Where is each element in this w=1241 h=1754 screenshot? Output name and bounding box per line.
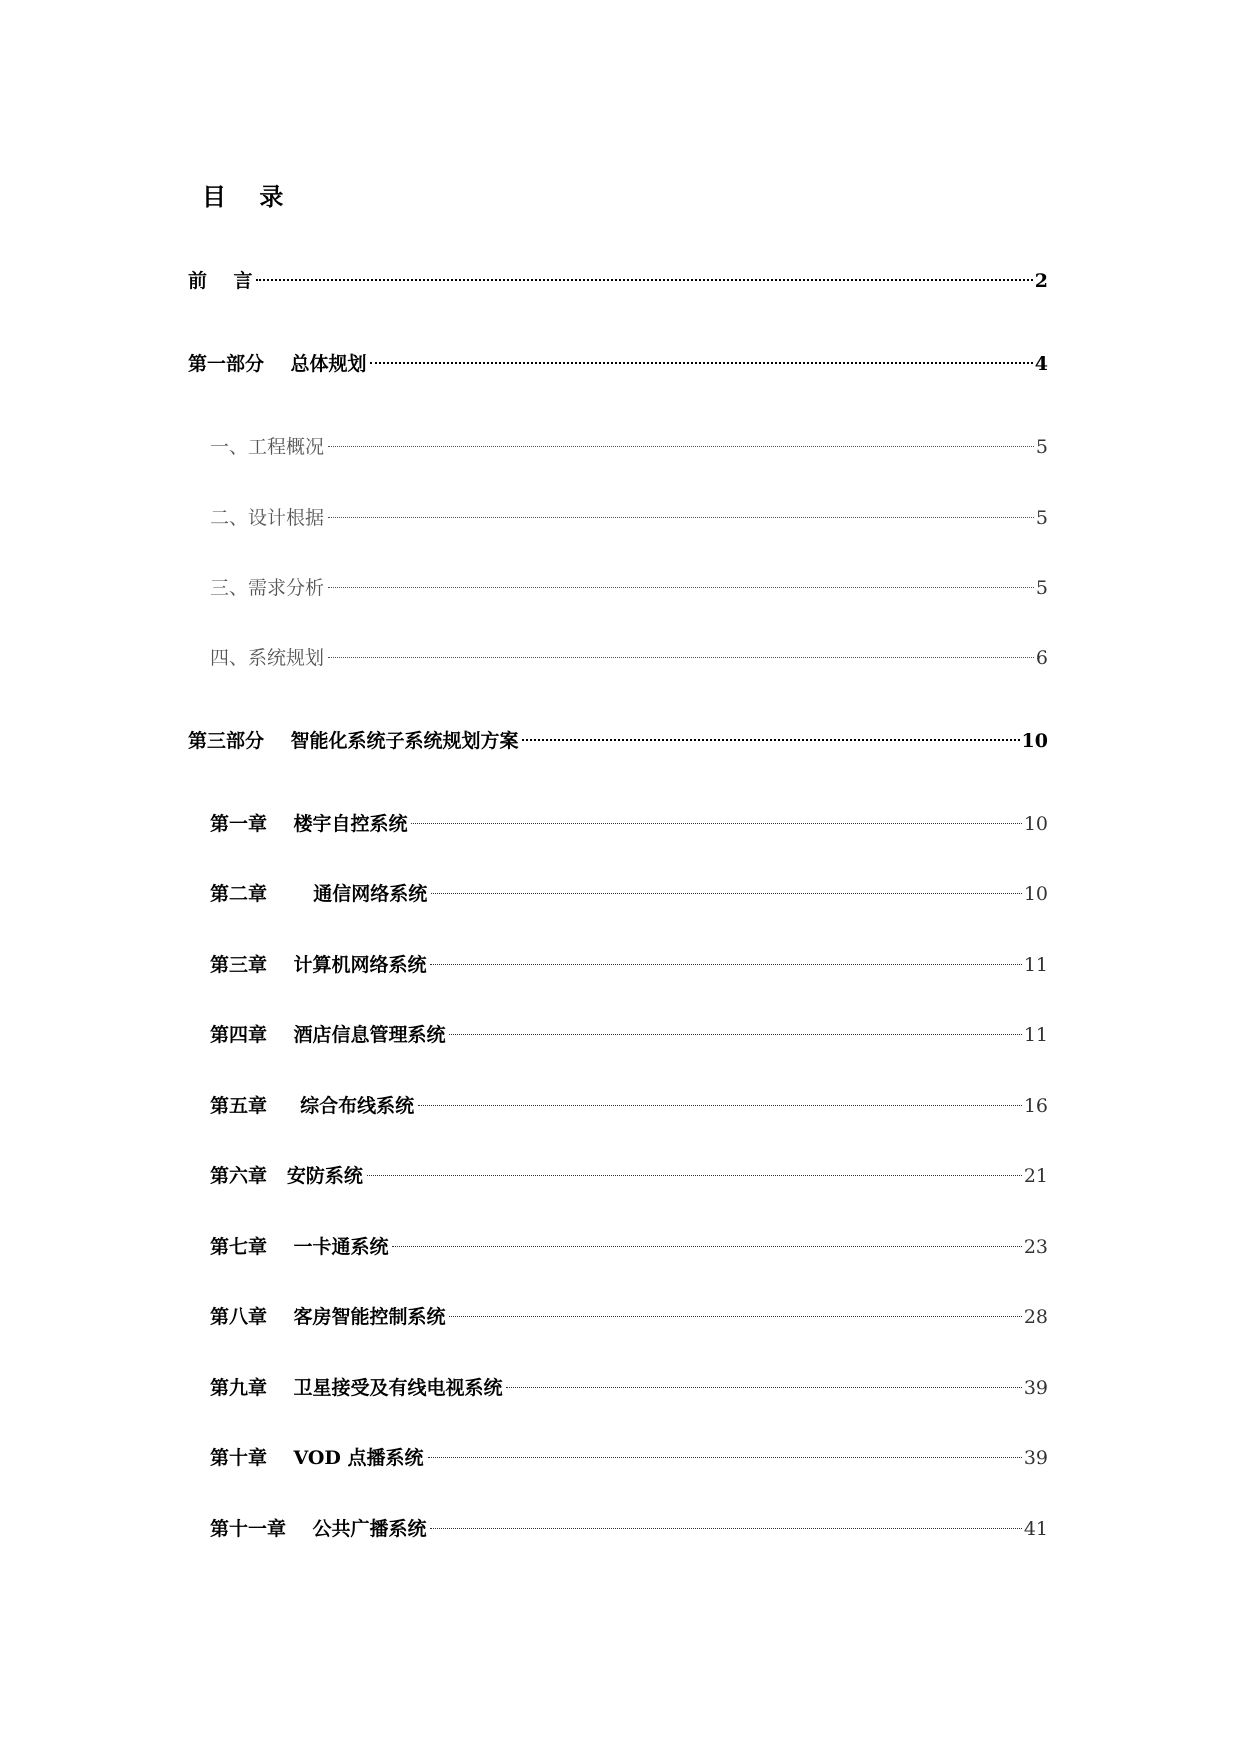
toc-entry-chapter-9[interactable]	[210, 1373, 1048, 1403]
toc-dot-leader	[411, 823, 1021, 824]
toc-entry-label: 第一章 楼宇自控系统	[210, 813, 408, 835]
toc-entry-label: 第七章 一卡通系统	[210, 1236, 389, 1258]
toc-dot-leader	[449, 1034, 1021, 1035]
toc-dot-leader	[328, 446, 1034, 447]
toc-page-number: 39	[1023, 1447, 1048, 1469]
toc-page-number: 11	[1023, 1024, 1048, 1046]
toc-entry-label: 三、需求分析	[210, 577, 325, 599]
toc-entry-chapter-4[interactable]	[210, 1020, 1048, 1050]
toc-dot-leader	[430, 1528, 1021, 1529]
toc-entry-chapter-1[interactable]	[210, 809, 1048, 839]
toc-dot-leader	[431, 893, 1022, 894]
toc-entry-chapter-10[interactable]	[210, 1443, 1048, 1473]
toc-page-number: 5	[1035, 436, 1048, 458]
toc-page-number: 28	[1023, 1306, 1048, 1328]
toc-entry-label: 第三部分 智能化系统子系统规划方案	[188, 730, 519, 752]
toc-page-number: 21	[1023, 1165, 1048, 1187]
toc-dot-leader	[370, 362, 1032, 364]
toc-page-number: 5	[1035, 507, 1048, 529]
toc-dot-leader	[328, 517, 1034, 518]
toc-dot-leader	[392, 1246, 1021, 1247]
toc-page-number: 39	[1023, 1377, 1048, 1399]
toc-page-number: 10	[1023, 813, 1048, 835]
toc-dot-leader	[367, 1175, 1022, 1176]
toc-page-number: 16	[1023, 1095, 1048, 1117]
toc-dot-leader	[428, 1457, 1022, 1458]
toc-entry-label: 第六章 安防系统	[210, 1165, 363, 1187]
toc-entry-section-1[interactable]	[210, 432, 1048, 462]
toc-entry-chapter-7[interactable]	[210, 1232, 1048, 1262]
toc-dot-leader	[328, 657, 1034, 658]
toc-entry-section-3[interactable]	[210, 573, 1048, 603]
toc-entry-label: 第四章 酒店信息管理系统	[210, 1024, 446, 1046]
toc-entry-part-three[interactable]	[188, 726, 1048, 756]
toc-entry-label: 第二章 通信网络系统	[210, 883, 428, 905]
toc-entry-chapter-3[interactable]	[210, 950, 1048, 980]
toc-dot-leader	[522, 739, 1019, 741]
toc-entry-label: 第一部分 总体规划	[188, 353, 367, 375]
toc-entry-chapter-5[interactable]	[210, 1091, 1048, 1121]
toc-dot-leader	[449, 1316, 1021, 1317]
toc-title: 目 录	[202, 182, 284, 211]
toc-page-number: 10	[1021, 730, 1048, 752]
toc-entry-chapter-8[interactable]	[210, 1302, 1048, 1332]
toc-entry-label: 第九章 卫星接受及有线电视系统	[210, 1377, 503, 1399]
toc-entry-label: 四、系统规划	[210, 647, 325, 669]
toc-page-number: 4	[1034, 353, 1048, 375]
toc-entry-section-4[interactable]	[210, 643, 1048, 673]
toc-dot-leader	[506, 1387, 1021, 1388]
toc-page-number: 2	[1034, 270, 1048, 292]
toc-entry-label: 第三章 计算机网络系统	[210, 954, 427, 976]
toc-entry-chapter-2[interactable]	[210, 879, 1048, 909]
toc-dot-leader	[328, 587, 1034, 588]
toc-page-number: 41	[1023, 1518, 1048, 1540]
toc-entry-label: 前 言	[188, 270, 253, 292]
toc-page-number: 5	[1035, 577, 1048, 599]
toc-dot-leader	[430, 964, 1021, 965]
toc-dot-leader	[418, 1105, 1022, 1106]
toc-entry-label: 二、设计根据	[210, 507, 325, 529]
toc-entry-label: 第五章 综合布线系统	[210, 1095, 415, 1117]
toc-entry-label: 一、工程概况	[210, 436, 325, 458]
toc-dot-leader	[256, 279, 1032, 281]
toc-entry-preface[interactable]	[188, 266, 1048, 296]
toc-page-number: 6	[1035, 647, 1048, 669]
toc-entry-chapter-6[interactable]	[210, 1161, 1048, 1191]
toc-entry-label: 第十章 VOD 点播系统	[210, 1447, 424, 1469]
toc-page-number: 10	[1023, 883, 1048, 905]
toc-entry-chapter-11[interactable]	[210, 1514, 1048, 1544]
toc-entry-label: 第八章 客房智能控制系统	[210, 1306, 446, 1328]
toc-entry-part-one[interactable]	[188, 349, 1048, 379]
toc-entry-section-2[interactable]	[210, 503, 1048, 533]
toc-page-number: 11	[1023, 954, 1048, 976]
toc-page-number: 23	[1023, 1236, 1048, 1258]
toc-entry-label: 第十一章 公共广播系统	[210, 1518, 427, 1540]
